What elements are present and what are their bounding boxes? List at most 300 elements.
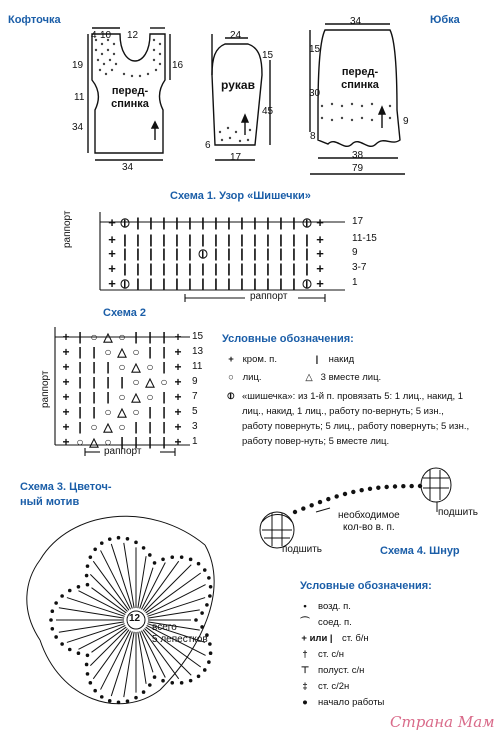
sleeve-dim-24: 24: [230, 30, 242, 41]
chain-dot: [77, 585, 80, 588]
legend2-symbol-icon: †: [302, 649, 308, 660]
legend2-symbol-icon: ⌒: [300, 617, 310, 628]
chain-dot: [142, 547, 145, 550]
legend2-symbol-icon: ●: [302, 697, 308, 708]
scheme2-symbol: ○: [132, 375, 140, 389]
legend2-item: ● начало работы: [296, 695, 384, 710]
chain-dot: [100, 542, 103, 545]
scheme2-row-number: 13: [192, 346, 204, 357]
stitch-symbol: |: [279, 261, 283, 276]
bobble-symbol: ⦶: [198, 246, 208, 261]
bobble-symbol: ⦶: [120, 215, 130, 230]
edge-symbol: +: [316, 246, 324, 261]
edge-stitch-icon: +: [228, 354, 234, 365]
chain-dot: [135, 541, 138, 544]
petal-stitch: [93, 630, 129, 679]
scheme1-row-number: 11-15: [352, 233, 377, 244]
stitch-symbol: |: [227, 246, 231, 261]
chain-dot: [85, 663, 88, 666]
chain-dot: [208, 577, 211, 580]
scheme1-title: Схема 1. Узор «Шишечки»: [170, 190, 311, 202]
legend2-item: ⌒ соед. п.: [296, 615, 352, 630]
stitch-symbol: |: [240, 232, 244, 247]
yarnover-icon: |: [315, 354, 319, 365]
stitch-symbol: |: [240, 276, 244, 291]
stitch-symbol: |: [162, 246, 166, 261]
chain-dot: [309, 503, 313, 507]
scheme2-symbol: ○: [132, 345, 140, 359]
scheme2-symbol: |: [92, 375, 96, 389]
edge-symbol: +: [108, 246, 116, 261]
chain-dot: [208, 661, 211, 664]
skirt-dim-38: 38: [352, 150, 364, 161]
scheme2-symbol: |: [106, 390, 110, 404]
stitch-symbol: |: [123, 232, 127, 247]
scheme2-row-number: 7: [192, 391, 198, 402]
scheme2-symbol: +: [174, 330, 182, 344]
legend1-item-bobble: ⦶ «шишечка»: из 1-й п. провязать 5: 1 лиц., накид, 1 лиц., накид, 1 лиц., работу по-вернуть; 5 изн., работу повернуть; 5 лиц., работу повернуть; 5 изн., работу повер-нуть; 5 вместе лиц.: [222, 389, 472, 449]
scheme2-symbol: +: [62, 435, 70, 449]
stitch-symbol: |: [253, 261, 257, 276]
scheme2-symbol: ○: [90, 330, 98, 344]
scheme2-symbol: |: [148, 330, 152, 344]
k3tog-icon: △: [305, 372, 313, 383]
chain-dot: [51, 610, 54, 613]
chain-dot: [180, 682, 183, 685]
scheme2-symbol: △: [131, 360, 141, 374]
stitch-symbol: |: [227, 261, 231, 276]
chain-dot: [108, 700, 111, 703]
edge-symbol: +: [316, 276, 324, 291]
chain-dot: [126, 700, 129, 703]
scheme1-rapport-vertical: раппорт: [62, 210, 73, 248]
sleeve-dots: [219, 127, 251, 142]
scheme2-symbol: |: [162, 405, 166, 419]
chain-dot: [162, 558, 165, 561]
stitch-symbol: |: [266, 246, 270, 261]
scheme2-symbol: ○: [104, 345, 112, 359]
sleeve-dim-17: 17: [230, 152, 242, 163]
stitch-symbol: |: [188, 261, 192, 276]
chain-dot: [209, 595, 212, 598]
scheme2-row-number: 3: [192, 421, 198, 432]
scheme2-symbol: +: [174, 405, 182, 419]
scheme2-symbol: +: [62, 330, 70, 344]
chain-dot: [409, 484, 413, 488]
stitch-symbol: |: [123, 261, 127, 276]
bobble-icon: ⦶: [227, 391, 235, 402]
scheme2-symbol: △: [117, 345, 127, 359]
legend1-item-yarnover: | накид: [308, 352, 354, 367]
chain-dot: [301, 506, 305, 510]
chain-dot: [86, 583, 89, 586]
scheme2-row-number: 11: [192, 361, 203, 372]
stitch-symbol: |: [136, 232, 140, 247]
chain-dot: [209, 585, 212, 588]
chain-dot: [189, 679, 192, 682]
scheme2-symbol: +: [62, 420, 70, 434]
chain-dot: [51, 627, 54, 630]
scheme2-symbol: △: [117, 405, 127, 419]
scheme2-symbol: |: [134, 330, 138, 344]
chain-dot: [89, 556, 92, 559]
scheme2-symbol: +: [62, 405, 70, 419]
chain-dot: [171, 681, 174, 684]
scheme2-symbol: +: [62, 390, 70, 404]
chain-dot: [343, 492, 347, 496]
legend2-title: Условные обозначения:: [300, 580, 432, 592]
scheme2-symbol: |: [162, 435, 166, 449]
legend2-item: ⊤ полуст. с/н: [296, 663, 364, 678]
scheme2-symbol: △: [145, 375, 155, 389]
scheme2-symbol: △: [89, 435, 99, 449]
stitch-symbol: |: [149, 215, 153, 230]
scheme2-symbol: |: [92, 405, 96, 419]
cord-tighten-left: подшить: [282, 544, 322, 555]
chain-dot: [85, 574, 88, 577]
scheme2-symbol: |: [134, 420, 138, 434]
scheme1-cells: [108, 215, 324, 291]
stitch-symbol: |: [227, 276, 231, 291]
stitch-symbol: |: [175, 232, 179, 247]
chain-dot: [55, 602, 58, 605]
chain-dot: [86, 654, 89, 657]
scheme1-rapport-bottom: раппорт: [250, 291, 288, 302]
stitch-symbol: |: [305, 246, 309, 261]
scheme2-symbol: |: [78, 420, 82, 434]
chain-dot: [171, 556, 174, 559]
kofta-dim-34-bottom: 34: [122, 162, 134, 173]
chain-dot: [153, 562, 156, 565]
edge-symbol: +: [316, 215, 324, 230]
stitch-symbol: |: [175, 276, 179, 291]
scheme2-symbol: |: [148, 420, 152, 434]
skirt-dim-9: 9: [403, 116, 409, 127]
scheme2-symbol: ○: [146, 390, 154, 404]
scheme2-symbol: ○: [76, 435, 84, 449]
skirt-dim-34: 34: [350, 16, 362, 27]
scheme2-symbol: |: [92, 345, 96, 359]
stitch-symbol: |: [292, 246, 296, 261]
stitch-symbol: |: [253, 232, 257, 247]
kofta-dim-16: 16: [172, 60, 184, 71]
stitch-symbol: |: [201, 276, 205, 291]
stitch-symbol: |: [162, 215, 166, 230]
yubka-title: Юбка: [430, 14, 460, 26]
legend2-item: + или | ст. б/н: [296, 631, 369, 646]
scheme2-symbol: |: [78, 390, 82, 404]
skirt-dim-8: 8: [310, 131, 316, 142]
scheme2-row-number: 1: [192, 436, 198, 447]
stitch-symbol: |: [136, 261, 140, 276]
stitch-symbol: |: [253, 276, 257, 291]
chain-dot: [318, 500, 322, 504]
scheme2-symbol: ○: [118, 390, 126, 404]
bobble-symbol: ⦶: [302, 276, 312, 291]
chain-dot: [126, 537, 129, 540]
scheme2-symbol: |: [120, 435, 124, 449]
stitch-symbol: |: [279, 232, 283, 247]
scheme4-title: Схема 4. Шнур: [380, 545, 460, 557]
kofta-dim-10: 10: [100, 30, 112, 41]
scheme2-symbol: +: [62, 375, 70, 389]
chain-dot: [197, 562, 200, 565]
cord-tighten-right: подшить: [438, 507, 478, 518]
flower-center-number: 12: [129, 613, 141, 624]
scheme2-symbol: ○: [132, 405, 140, 419]
stitch-symbol: |: [279, 276, 283, 291]
stitch-symbol: |: [266, 261, 270, 276]
chain-dot: [209, 652, 212, 655]
scheme2-symbol: +: [174, 375, 182, 389]
edge-symbol: +: [108, 261, 116, 276]
watermark: Страна Мам: [390, 713, 495, 731]
stitch-symbol: |: [136, 246, 140, 261]
scheme2-symbol: +: [174, 420, 182, 434]
legend2-item: † ст. с/н: [296, 647, 344, 662]
stitch-symbol: |: [149, 232, 153, 247]
chain-dot: [393, 484, 397, 488]
petal-stitch: [140, 631, 153, 672]
stitch-symbol: |: [149, 276, 153, 291]
scheme2-symbol: |: [78, 405, 82, 419]
stitch-symbol: |: [188, 276, 192, 291]
legend2-symbol-icon: •: [303, 601, 307, 612]
chain-dot: [77, 652, 80, 655]
chain-dot: [197, 675, 200, 678]
sleeve-dim-45: 45: [262, 106, 274, 117]
scheme2-symbol: |: [148, 405, 152, 419]
chain-dot: [55, 636, 58, 639]
stitch-symbol: |: [292, 232, 296, 247]
stitch-symbol: |: [201, 261, 205, 276]
chain-dot: [201, 612, 204, 615]
stitch-symbol: |: [162, 232, 166, 247]
chain-dot: [149, 684, 152, 687]
legend1-title: Условные обозначения:: [222, 333, 354, 345]
scheme2-symbol: △: [103, 420, 113, 434]
chain-dot: [86, 673, 89, 676]
edge-symbol: +: [316, 232, 324, 247]
stitch-symbol: |: [292, 215, 296, 230]
chain-dot: [61, 595, 64, 598]
legend1-item-edge: + кром. п.: [222, 352, 277, 367]
stitch-symbol: |: [188, 246, 192, 261]
stitch-symbol: |: [214, 246, 218, 261]
kofta-dim-19: 19: [72, 60, 84, 71]
scheme2-symbol: |: [106, 375, 110, 389]
stitch-symbol: |: [253, 246, 257, 261]
chain-dot: [68, 648, 71, 651]
sleeve-label: рукав: [221, 78, 255, 92]
legend1-item-k3tog: △ 3 вместе лиц.: [300, 370, 381, 385]
scheme1-row-number: 3-7: [352, 262, 367, 273]
legend2-symbol-icon: ⊤: [300, 665, 310, 676]
scheme1-row-number: 9: [352, 247, 358, 258]
stitch-symbol: |: [149, 261, 153, 276]
kofta-dim-11: 11: [74, 92, 85, 103]
petal-stitch: [146, 573, 201, 613]
skirt-dim-79: 79: [352, 163, 364, 174]
stitch-symbol: |: [240, 215, 244, 230]
stitch-symbol: |: [175, 261, 179, 276]
stitch-symbol: |: [214, 261, 218, 276]
stitch-symbol: |: [227, 215, 231, 230]
chain-dot: [61, 643, 64, 646]
chain-dot: [50, 619, 53, 622]
chain-dot: [142, 691, 145, 694]
legend1-item-knit: ○ лиц.: [222, 370, 262, 385]
scheme2-symbol: |: [120, 375, 124, 389]
stitch-symbol: |: [240, 246, 244, 261]
petal-stitch: [140, 568, 153, 609]
chain-dot: [203, 569, 206, 572]
skirt-body-label: перед- спинка: [341, 66, 379, 91]
scheme2-symbol: |: [106, 360, 110, 374]
scheme2-symbol: △: [103, 330, 113, 344]
stitch-symbol: |: [201, 232, 205, 247]
stitch-symbol: |: [292, 261, 296, 276]
scheme2-symbol: ○: [118, 360, 126, 374]
legend2-symbol-icon: + или |: [301, 633, 333, 644]
scheme2-symbol: |: [134, 435, 138, 449]
chain-dot: [326, 497, 330, 501]
kofta-body-label: перед- спинка: [111, 85, 149, 110]
scheme2-symbol: |: [162, 345, 166, 359]
kofta-dim-12: 12: [127, 30, 139, 41]
stitch-symbol: |: [214, 215, 218, 230]
stitch-symbol: |: [162, 261, 166, 276]
scheme2-symbol: +: [62, 345, 70, 359]
scheme2-row-number: 9: [192, 376, 198, 387]
stitch-symbol: |: [162, 276, 166, 291]
scheme2-symbol: ○: [118, 330, 126, 344]
scheme2-symbol: |: [162, 420, 166, 434]
edge-symbol: +: [108, 215, 116, 230]
chain-dot: [206, 604, 209, 607]
stitch-symbol: |: [305, 232, 309, 247]
chain-dot: [162, 679, 165, 682]
chain-dot: [351, 490, 355, 494]
stitch-symbol: |: [292, 276, 296, 291]
petal-stitch: [93, 561, 129, 610]
kofta-dim-4: 4: [91, 30, 97, 41]
stitch-symbol: |: [266, 215, 270, 230]
kofta-title: Кофточка: [8, 14, 61, 26]
stitch-symbol: |: [201, 215, 205, 230]
scheme2-symbol: |: [162, 330, 166, 344]
chain-dot: [108, 538, 111, 541]
chain-dot: [334, 494, 338, 498]
chain-dot: [149, 554, 152, 557]
stitch-symbol: |: [175, 246, 179, 261]
stitch-symbol: |: [266, 232, 270, 247]
scheme2-symbol: |: [78, 375, 82, 389]
scheme2-symbol: ○: [118, 420, 126, 434]
bobble-symbol: ⦶: [120, 276, 130, 291]
chain-dot: [117, 701, 120, 704]
chain-dot: [384, 485, 388, 489]
scheme2-symbol: |: [148, 345, 152, 359]
kofta-dim-34-side: 34: [72, 122, 84, 133]
scheme2-symbol: |: [78, 360, 82, 374]
scheme2-symbol: |: [148, 435, 152, 449]
scheme2-symbol: ○: [90, 420, 98, 434]
scheme2-symbol: ○: [160, 375, 168, 389]
legend2-item: • возд. п.: [296, 599, 351, 614]
chain-dot: [376, 486, 380, 490]
scheme2-cells: [62, 330, 181, 449]
chain-dot: [117, 536, 120, 539]
scheme2-row-number: 5: [192, 406, 198, 417]
stitch-symbol: |: [188, 215, 192, 230]
chain-dot: [94, 689, 97, 692]
stitch-symbol: |: [240, 261, 244, 276]
chain-dot: [94, 548, 97, 551]
stitch-symbol: |: [175, 215, 179, 230]
skirt-dim-15: 15: [309, 44, 321, 55]
chain-dot: [209, 643, 212, 646]
scheme2-symbol: |: [78, 330, 82, 344]
bobble-symbol: ⦶: [302, 215, 312, 230]
scheme2-symbol: +: [62, 360, 70, 374]
stitch-symbol: |: [279, 215, 283, 230]
flower-motif: [27, 516, 214, 704]
scheme2-rapport-vertical: раппорт: [40, 370, 51, 408]
scheme2-row-number: 15: [192, 331, 204, 342]
chain-dot: [100, 696, 103, 699]
chain-dot: [203, 669, 206, 672]
stitch-symbol: |: [214, 232, 218, 247]
scheme2-symbol: |: [78, 345, 82, 359]
chain-dot: [86, 565, 89, 568]
cord-drawing: [260, 468, 451, 548]
stitch-symbol: |: [227, 232, 231, 247]
scheme2-rapport-bottom: раппорт: [104, 446, 142, 457]
chain-dot: [195, 619, 198, 622]
scheme2-symbol: |: [92, 390, 96, 404]
scheme1-row-number: 1: [352, 277, 358, 288]
cord-needed-label: необходимое кол-во в. п.: [338, 510, 400, 533]
chain-dot: [293, 510, 297, 514]
scheme2-symbol: ○: [146, 360, 154, 374]
chain-dot: [189, 558, 192, 561]
stitch-symbol: |: [214, 276, 218, 291]
chain-dot: [135, 696, 138, 699]
stitch-symbol: |: [188, 232, 192, 247]
scheme2-symbol: ○: [104, 435, 112, 449]
scheme3-title: Схема 3. Цветоч- ный мотив: [20, 481, 112, 508]
legend2-symbol-icon: ‡: [302, 681, 308, 692]
edge-symbol: +: [316, 261, 324, 276]
sleeve-dim-6: 6: [205, 140, 211, 151]
stitch-symbol: |: [123, 246, 127, 261]
stitch-symbol: |: [136, 215, 140, 230]
chain-dot: [359, 488, 363, 492]
scheme2-symbol: △: [131, 390, 141, 404]
scheme2-symbol: +: [174, 360, 182, 374]
scheme2-symbol: +: [174, 390, 182, 404]
chain-dot: [401, 484, 405, 488]
stitch-symbol: |: [149, 246, 153, 261]
chain-dot: [68, 589, 71, 592]
stitch-symbol: |: [253, 215, 257, 230]
chain-dot: [180, 556, 183, 559]
scheme2-symbol: +: [174, 345, 182, 359]
scheme2-title: Схема 2: [103, 307, 147, 319]
stitch-symbol: |: [266, 276, 270, 291]
knit-icon: ○: [228, 372, 234, 383]
